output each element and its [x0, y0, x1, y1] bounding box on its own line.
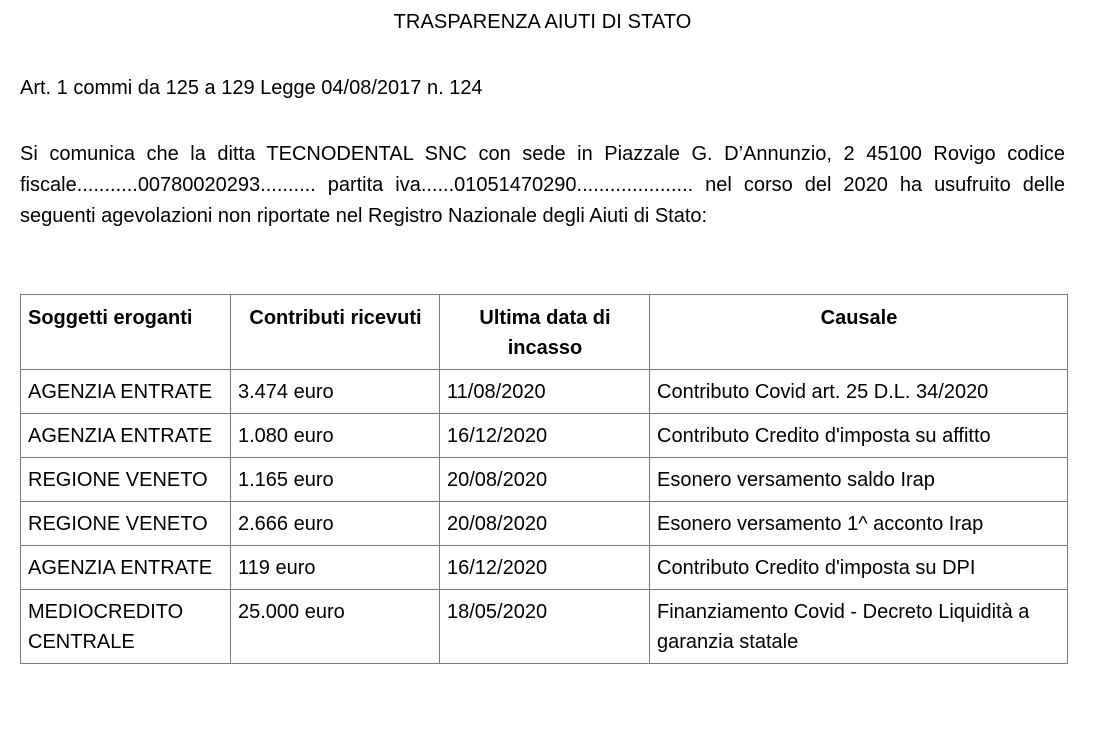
cell-contributo: 119 euro — [231, 546, 440, 590]
cell-contributo: 3.474 euro — [231, 370, 440, 414]
cell-contributo: 1.080 euro — [231, 414, 440, 458]
cell-causale: Esonero versamento 1^ acconto Irap — [650, 502, 1068, 546]
table-row — [21, 414, 1068, 458]
cell-contributo: 25.000 euro — [231, 590, 440, 664]
cell-soggetto: REGIONE VENETO — [21, 502, 231, 546]
cell-contributo: 2.666 euro — [231, 502, 440, 546]
cell-causale: Contributo Credito d'imposta su DPI — [650, 546, 1068, 590]
cell-data: 11/08/2020 — [440, 370, 650, 414]
cell-soggetto: AGENZIA ENTRATE — [21, 370, 231, 414]
cell-data: 20/08/2020 — [440, 502, 650, 546]
cell-soggetto: AGENZIA ENTRATE — [21, 414, 231, 458]
header-causale: Causale — [650, 295, 1068, 370]
table-row — [21, 546, 1068, 590]
table-row — [21, 590, 1068, 664]
cell-causale: Finanziamento Covid - Decreto Liquidità a garanzia statale — [650, 590, 1068, 664]
cell-soggetto: MEDIOCREDITO CENTRALE — [21, 590, 231, 664]
table-header-row — [21, 295, 1068, 370]
cell-causale: Contributo Covid art. 25 D.L. 34/2020 — [650, 370, 1068, 414]
cell-soggetto: REGIONE VENETO — [21, 458, 231, 502]
header-contributi-ricevuti: Contributi ricevuti — [231, 295, 440, 370]
law-reference: Art. 1 commi da 125 a 129 Legge 04/08/2017 n. 124 — [20, 77, 483, 99]
header-soggetti-eroganti: Soggetti eroganti — [21, 295, 231, 370]
cell-data: 20/08/2020 — [440, 458, 650, 502]
body-paragraph: Si comunica che la ditta TECNODENTAL SNC con sede in Piazzale G. D’Annunzio, 2 45100 Rovigo codice fiscale...........00780020293.......... partita iva......01051470290..................... nel corso del 2020 ha usufruito delle seguenti agevolazioni non riportate nel Registro Nazionale degli Aiuti di Stato: — [20, 143, 1065, 227]
table-row — [21, 502, 1068, 546]
cell-causale: Esonero versamento saldo Irap — [650, 458, 1068, 502]
cell-data: 18/05/2020 — [440, 590, 650, 664]
cell-data: 16/12/2020 — [440, 546, 650, 590]
cell-contributo: 1.165 euro — [231, 458, 440, 502]
header-ultima-data-incasso: Ultima data di incasso — [440, 295, 650, 370]
cell-soggetto: AGENZIA ENTRATE — [21, 546, 231, 590]
table-row — [21, 370, 1068, 414]
document-title: TRASPARENZA AIUTI DI STATO — [393, 11, 692, 33]
cell-data: 16/12/2020 — [440, 414, 650, 458]
state-aid-table — [20, 294, 1068, 664]
cell-causale: Contributo Credito d'imposta su affitto — [650, 414, 1068, 458]
table-row — [21, 458, 1068, 502]
